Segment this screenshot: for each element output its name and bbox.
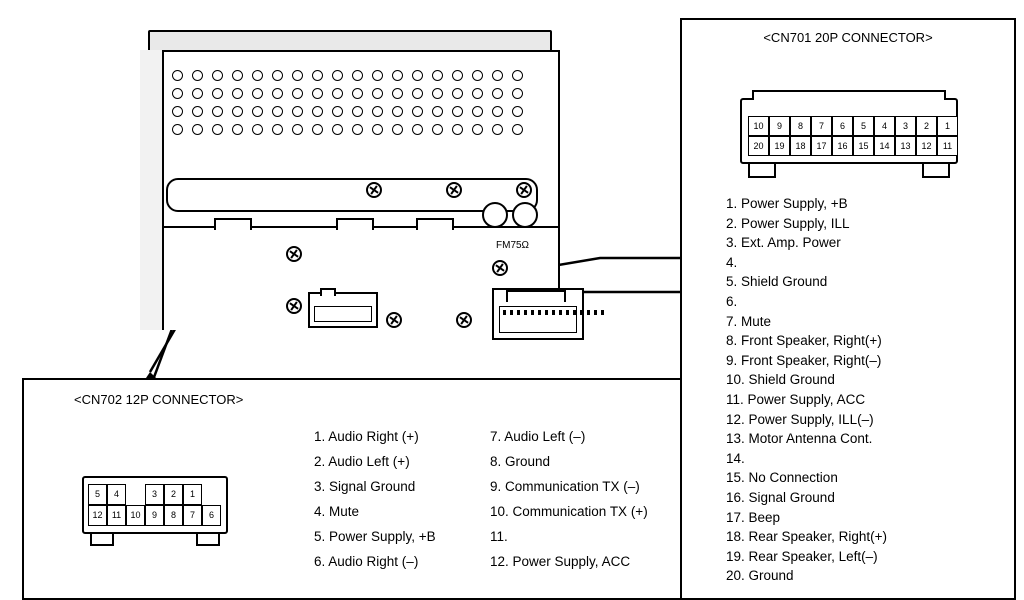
cn702-pin-grid xyxy=(88,484,221,526)
cn701-pin-entry: 2. Power Supply, ILL xyxy=(726,215,850,231)
chassis-top-cover xyxy=(148,30,552,52)
pin-cell-19: 19 xyxy=(769,136,790,156)
cn701-pin-entry: 17. Beep xyxy=(726,509,781,525)
chassis-clip xyxy=(214,218,252,230)
screw-icon xyxy=(286,298,302,314)
pin-cell-12: 12 xyxy=(88,505,107,526)
pin-cell-13: 13 xyxy=(895,136,916,156)
pin-cell-15: 15 xyxy=(853,136,874,156)
pin-cell-18: 18 xyxy=(790,136,811,156)
cn702-connector-foot xyxy=(196,534,220,546)
pin-cell-14: 14 xyxy=(874,136,895,156)
cn701-connector-foot xyxy=(748,164,776,178)
pin-cell-7: 7 xyxy=(183,505,202,526)
cn702-connector-foot xyxy=(90,534,114,546)
radio-unit-illustration xyxy=(140,30,560,330)
cn701-pin-entry: 4. xyxy=(726,254,738,270)
cn701-pin-entry: 16. Signal Ground xyxy=(726,489,835,505)
cn701-pin-grid xyxy=(748,116,958,156)
pin-cell-5: 5 xyxy=(853,116,874,136)
cn701-pin-entry: 18. Rear Speaker, Right(+) xyxy=(726,529,887,545)
cn702-panel xyxy=(22,378,682,600)
pin-cell-empty xyxy=(126,484,145,505)
cn701-title: <CN701 20P CONNECTOR> xyxy=(763,30,933,45)
cn701-pin-entry: 20. Ground xyxy=(726,568,794,584)
cn702-pin-entry: 8. Ground xyxy=(490,454,551,469)
cn702-pin-entry: 2. Audio Left (+) xyxy=(314,454,410,469)
cn701-pin-entry: 5. Shield Ground xyxy=(726,274,828,290)
cn702-pin-list-left xyxy=(314,424,436,574)
cn702-pin-entry: 4. Mute xyxy=(314,504,360,519)
cn702-pin-entry: 5. Power Supply, +B xyxy=(314,529,436,544)
pin-cell-4: 4 xyxy=(874,116,895,136)
ventilation-grid xyxy=(172,70,524,162)
cn701-pin-entry: 7. Mute xyxy=(726,313,772,329)
screw-icon xyxy=(492,260,508,276)
cn702-title: <CN702 12P CONNECTOR> xyxy=(74,392,244,407)
cn701-pin-entry: 3. Ext. Amp. Power xyxy=(726,235,841,251)
pin-row xyxy=(88,484,221,505)
antenna-jack-2 xyxy=(512,202,538,228)
screw-icon xyxy=(366,182,382,198)
cn701-pin-entry: 13. Motor Antenna Cont. xyxy=(726,431,873,447)
cn701-pin-entry: 1. Power Supply, +B xyxy=(726,196,848,211)
pin-cell-4: 4 xyxy=(107,484,126,505)
screw-icon xyxy=(286,246,302,262)
pin-cell-17: 17 xyxy=(811,136,832,156)
pin-row xyxy=(748,116,958,136)
cn701-pin-list xyxy=(726,194,887,586)
pin-cell-2: 2 xyxy=(916,116,937,136)
pin-cell-3: 3 xyxy=(895,116,916,136)
pin-cell-8: 8 xyxy=(164,505,183,526)
pin-cell-7: 7 xyxy=(811,116,832,136)
cn702-pin-entry: 11. xyxy=(490,529,508,544)
chassis-left-band xyxy=(140,50,164,330)
pin-cell-6: 6 xyxy=(832,116,853,136)
cn701-panel xyxy=(680,18,1016,600)
cn701-pin-entry: 10. Shield Ground xyxy=(726,372,835,388)
chassis-clip xyxy=(416,218,454,230)
cn702-pin-entry: 10. Communication TX (+) xyxy=(490,504,648,519)
cn701-pin-entry: 6. xyxy=(726,293,738,309)
cn702-pin-entry: 9. Communication TX (–) xyxy=(490,479,640,494)
cn701-pin-entry: 12. Power Supply, ILL(–) xyxy=(726,411,874,427)
cn701-pin-entry: 15. No Connection xyxy=(726,470,838,486)
pin-cell-2: 2 xyxy=(164,484,183,505)
pin-row xyxy=(748,136,958,156)
screw-icon xyxy=(386,312,402,328)
screw-icon xyxy=(516,182,532,198)
pin-cell-11: 11 xyxy=(937,136,958,156)
cn701-connector-foot xyxy=(922,164,950,178)
pin-cell-12: 12 xyxy=(916,136,937,156)
pin-cell-1: 1 xyxy=(183,484,202,505)
pin-cell-3: 3 xyxy=(145,484,164,505)
cn702-pin-entry: 6. Audio Right (–) xyxy=(314,554,419,569)
cn702-pin-entry: 1. Audio Right (+) xyxy=(314,429,419,444)
pin-cell-8: 8 xyxy=(790,116,811,136)
unit-connector-20p[interactable] xyxy=(492,288,584,340)
cn701-pin-entry: 14. xyxy=(726,450,745,466)
chassis-clip xyxy=(336,218,374,230)
cn702-pin-entry: 3. Signal Ground xyxy=(314,479,416,494)
mid-plate xyxy=(166,178,538,212)
pin-cell-16: 16 xyxy=(832,136,853,156)
pin-cell-20: 20 xyxy=(748,136,769,156)
pin-cell-9: 9 xyxy=(769,116,790,136)
pin-cell-10: 10 xyxy=(126,505,145,526)
cn701-connector-latch xyxy=(752,90,946,100)
pin-row xyxy=(88,505,221,526)
pin-cell-6: 6 xyxy=(202,505,221,526)
cn702-pin-entry: 7. Audio Left (–) xyxy=(490,429,586,444)
screw-icon xyxy=(456,312,472,328)
pin-cell-9: 9 xyxy=(145,505,164,526)
pin-cell-5: 5 xyxy=(88,484,107,505)
fuse-label: FM75Ω xyxy=(496,240,530,251)
unit-connector-12p[interactable] xyxy=(308,292,378,328)
cn701-pin-entry: 8. Front Speaker, Right(+) xyxy=(726,333,882,349)
cn702-pin-list-right xyxy=(490,424,648,574)
pin-cell-10: 10 xyxy=(748,116,769,136)
antenna-jack xyxy=(482,202,508,228)
cn702-pin-entry: 12. Power Supply, ACC xyxy=(490,554,631,569)
cn701-pin-entry: 11. Power Supply, ACC xyxy=(726,391,866,407)
cn701-pin-entry: 19. Rear Speaker, Left(–) xyxy=(726,548,878,564)
pin-cell-1: 1 xyxy=(937,116,958,136)
cn701-pin-entry: 9. Front Speaker, Right(–) xyxy=(726,352,882,368)
pin-cell-11: 11 xyxy=(107,505,126,526)
screw-icon xyxy=(446,182,462,198)
